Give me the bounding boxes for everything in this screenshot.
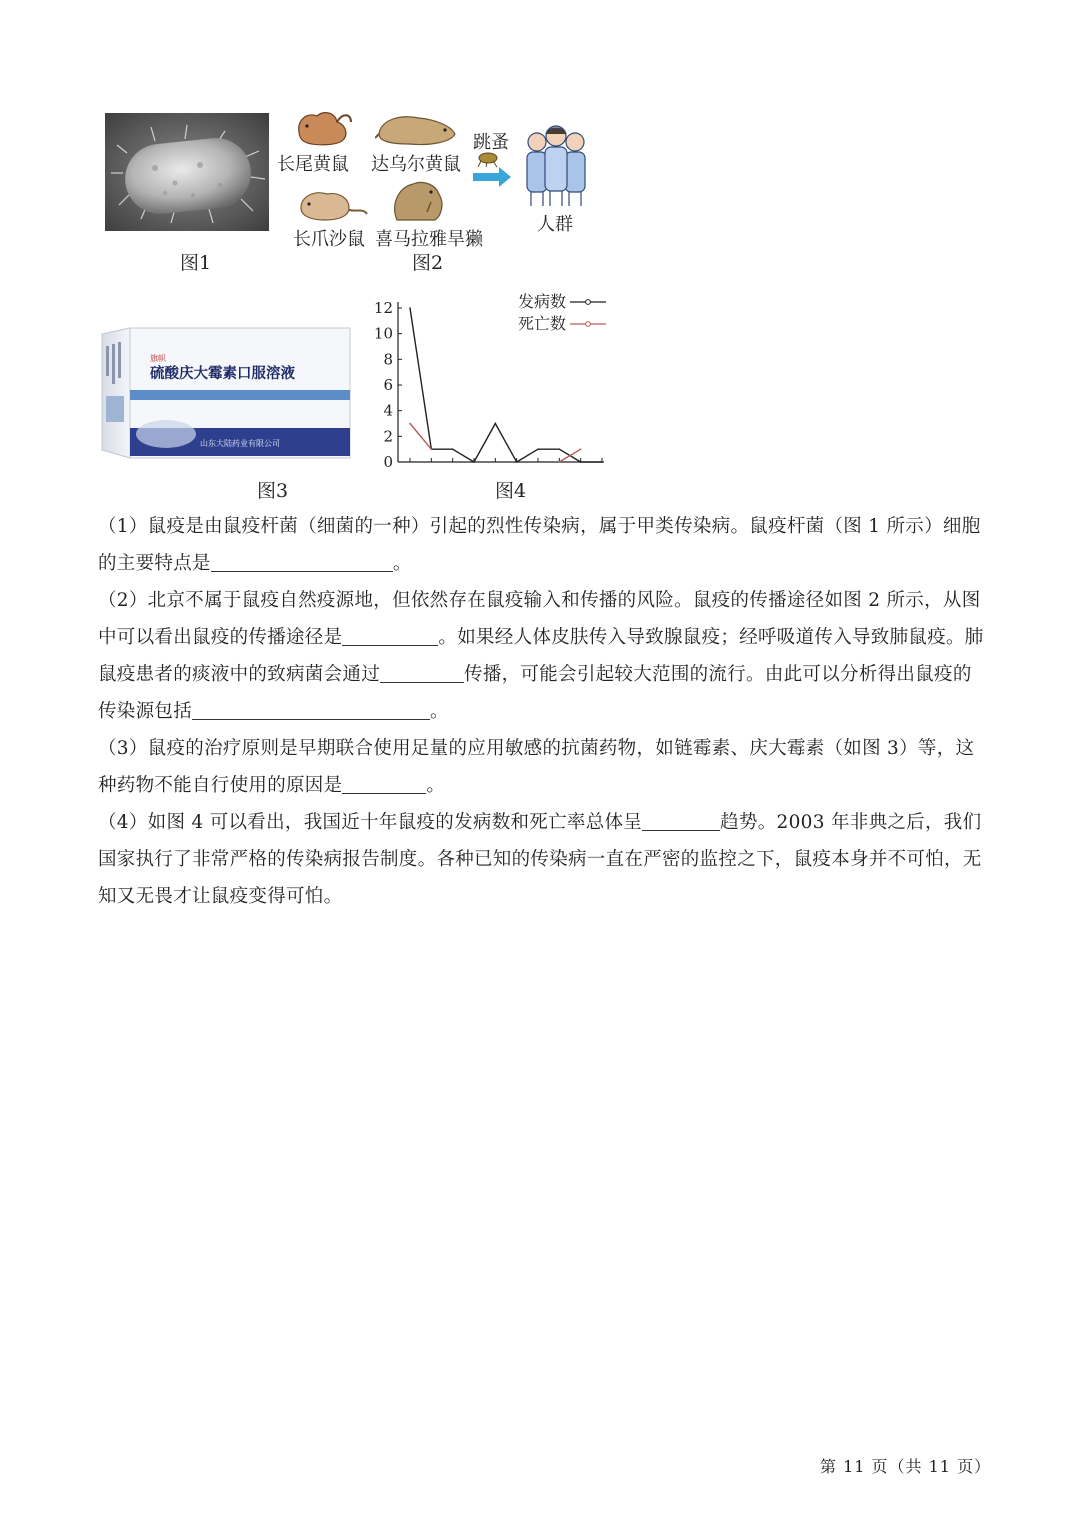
daurian-ground-squirrel-icon [375, 108, 459, 150]
long-tailed-ground-squirrel-icon [293, 106, 353, 150]
animal-label: 长爪沙鼠 [293, 229, 365, 250]
question-1 [98, 508, 988, 582]
question-3 [98, 730, 988, 804]
figure-2-caption: 图2 [412, 252, 444, 274]
figure-3 [100, 326, 352, 462]
question-4-text-b: 趋势。2003 年非典之后，我们国家执行了非常严格的传染病报告制度。各种已知的传染病一直在严密的监控之下，鼠疫本身并不可怕，无知又无畏才让鼠疫变得可怕。 [98, 812, 982, 907]
answer-blank-4[interactable] [192, 699, 430, 720]
question-section [98, 508, 988, 915]
page-footer: 第 11 页（共 11 页） [820, 1457, 992, 1476]
figure-2 [275, 100, 605, 255]
y-tick-label: 8 [383, 350, 393, 369]
series-line-1 [410, 308, 602, 462]
y-tick-label: 2 [383, 427, 393, 446]
y-tick-label: 4 [383, 401, 393, 420]
animal-label: 喜马拉雅旱獭 [375, 229, 483, 250]
question-2-text-c: 传播，可能会引起较大范围的流行。由此可以分析得出鼠疫的传染源包括 [98, 664, 972, 722]
mongolian-gerbil-icon [293, 184, 369, 226]
question-2-text-b: 。如果经人体皮肤传入导致腺鼠疫；经呼吸道传入导致肺鼠疫。肺鼠疫患者的痰液中的致病菌会通过 [98, 627, 984, 685]
question-3-text-a: （3）鼠疫的治疗原则是早期联合使用足量的应用敏感的抗菌药物，如链霉素、庆大霉素（如图 3）等，这种药物不能自行使用的原因是 [98, 738, 975, 796]
figure-4-chart [360, 288, 620, 474]
legend-label: 死亡数 [517, 314, 566, 333]
y-tick-label: 0 [383, 453, 393, 471]
question-2-text-a: （2）北京不属于鼠疫自然疫源地，但依然存在鼠疫输入和传播的风险。鼠疫的传播途径如图 2 所示，从图中可以看出鼠疫的传播途径是 [98, 590, 981, 648]
question-4 [98, 804, 988, 915]
question-1-text-a: （1）鼠疫是由鼠疫杆菌（细菌的一种）引起的烈性传染病，属于甲类传染病。鼠疫杆菌（图 1 所示）细胞的主要特点是 [98, 516, 981, 574]
target-label: 人群 [537, 214, 573, 235]
himalayan-marmot-icon [387, 176, 451, 224]
medicine-product-name: 硫酸庆大霉素口服溶液 [150, 366, 295, 382]
figure-3-caption: 图3 [257, 480, 289, 502]
medicine-brand: 旗帜 [150, 354, 166, 363]
medicine-manufacturer: 山东大陆药业有限公司 [200, 439, 280, 448]
answer-blank-1[interactable] [211, 551, 393, 572]
animal-label: 长尾黄鼠 [277, 154, 349, 175]
figure-1 [105, 113, 269, 231]
y-tick-label: 12 [373, 299, 393, 317]
answer-blank-5[interactable] [342, 773, 426, 794]
figure-4-caption: 图4 [495, 480, 527, 502]
vector-label: 跳蚤 [473, 132, 509, 153]
question-4-text-a: （4）如图 4 可以看出，我国近十年鼠疫的发病数和死亡率总体呈 [98, 812, 643, 833]
question-3-text-b: 。 [426, 775, 446, 796]
answer-blank-3[interactable] [380, 662, 464, 683]
transmission-arrow-icon [471, 166, 513, 188]
y-tick-label: 10 [373, 324, 393, 343]
question-1-text-b: 。 [392, 553, 412, 574]
y-tick-label: 6 [383, 376, 393, 394]
figure-1-caption: 图1 [180, 252, 212, 274]
bacterium-micrograph-icon [105, 113, 269, 231]
question-2-text-d: 。 [430, 701, 449, 722]
answer-blank-6[interactable] [642, 810, 720, 831]
legend-marker [586, 322, 591, 327]
question-2 [98, 582, 988, 730]
animal-label: 达乌尔黄鼠 [371, 154, 461, 175]
answer-blank-2[interactable] [342, 625, 438, 646]
legend-label: 发病数 [517, 292, 566, 311]
legend-marker [586, 300, 591, 305]
people-group-icon [523, 124, 589, 208]
